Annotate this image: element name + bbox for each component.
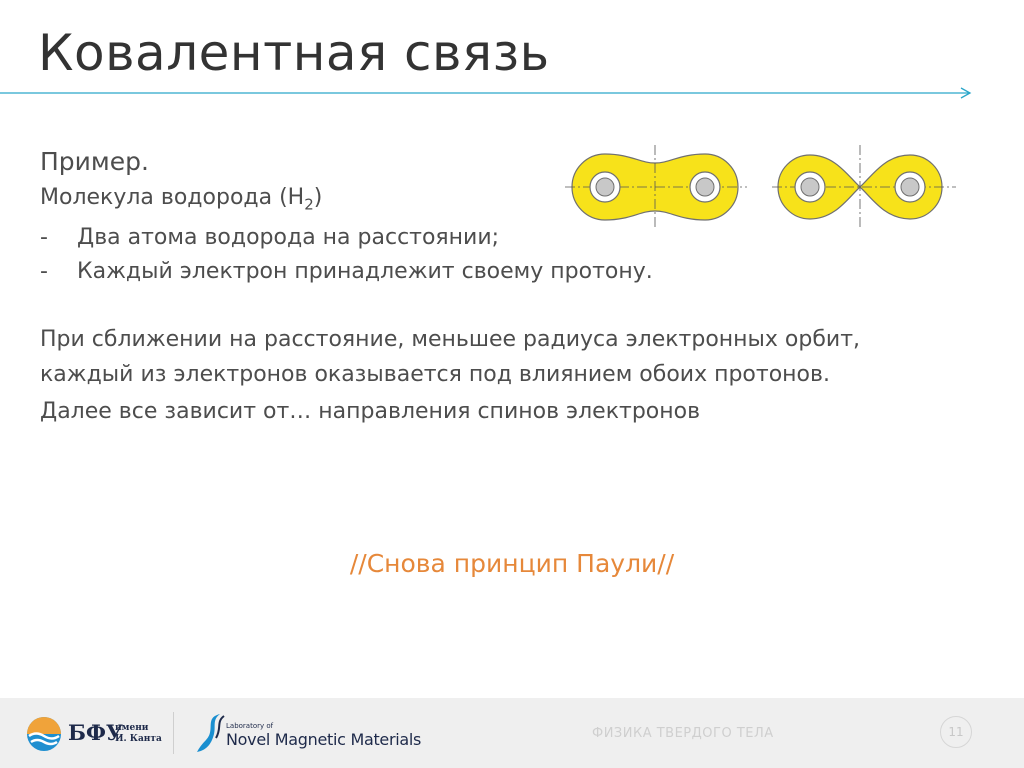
bfu-logo-icon bbox=[26, 716, 62, 752]
slide-footer bbox=[0, 698, 1024, 768]
slide-title: Ковалентная связь bbox=[38, 24, 550, 82]
bonding-state-figure bbox=[565, 145, 747, 229]
nmm-logo-text: Novel Magnetic Materials bbox=[226, 730, 422, 749]
spin-line: Далее все зависит от… направления спинов электронов bbox=[40, 399, 701, 425]
title-arrow-rule bbox=[0, 86, 975, 100]
bfu-logo-text: БФУ bbox=[68, 720, 123, 745]
bullet-item-1: - Два атома водорода на расстоянии; bbox=[40, 225, 500, 251]
pauli-note: //Снова принцип Паули// bbox=[349, 549, 675, 578]
example-heading: Пример. bbox=[40, 147, 149, 176]
bfu-logo-subtitle: имени И. Канта bbox=[115, 723, 162, 744]
antibonding-state-figure bbox=[772, 145, 956, 229]
course-title: ФИЗИКА ТВЕРДОГО ТЕЛА bbox=[592, 726, 774, 741]
hydrogen-molecule-diagram bbox=[560, 140, 960, 232]
nmm-swoosh-icon bbox=[194, 712, 230, 754]
page-number: 11 bbox=[940, 716, 972, 748]
approach-paragraph: При сближении на расстояние, меньшее радиуса электронных орбит, каждый из электронов оказывается под влиянием обоих протонов. bbox=[40, 327, 861, 388]
footer-divider bbox=[173, 712, 174, 754]
molecule-line: Молекула водорода $(H_2)$ bbox=[40, 185, 323, 214]
bullet-item-2: - Каждый электрон принадлежит своему протону. bbox=[40, 259, 653, 285]
nmm-logo-small: Laboratory of bbox=[226, 722, 274, 730]
